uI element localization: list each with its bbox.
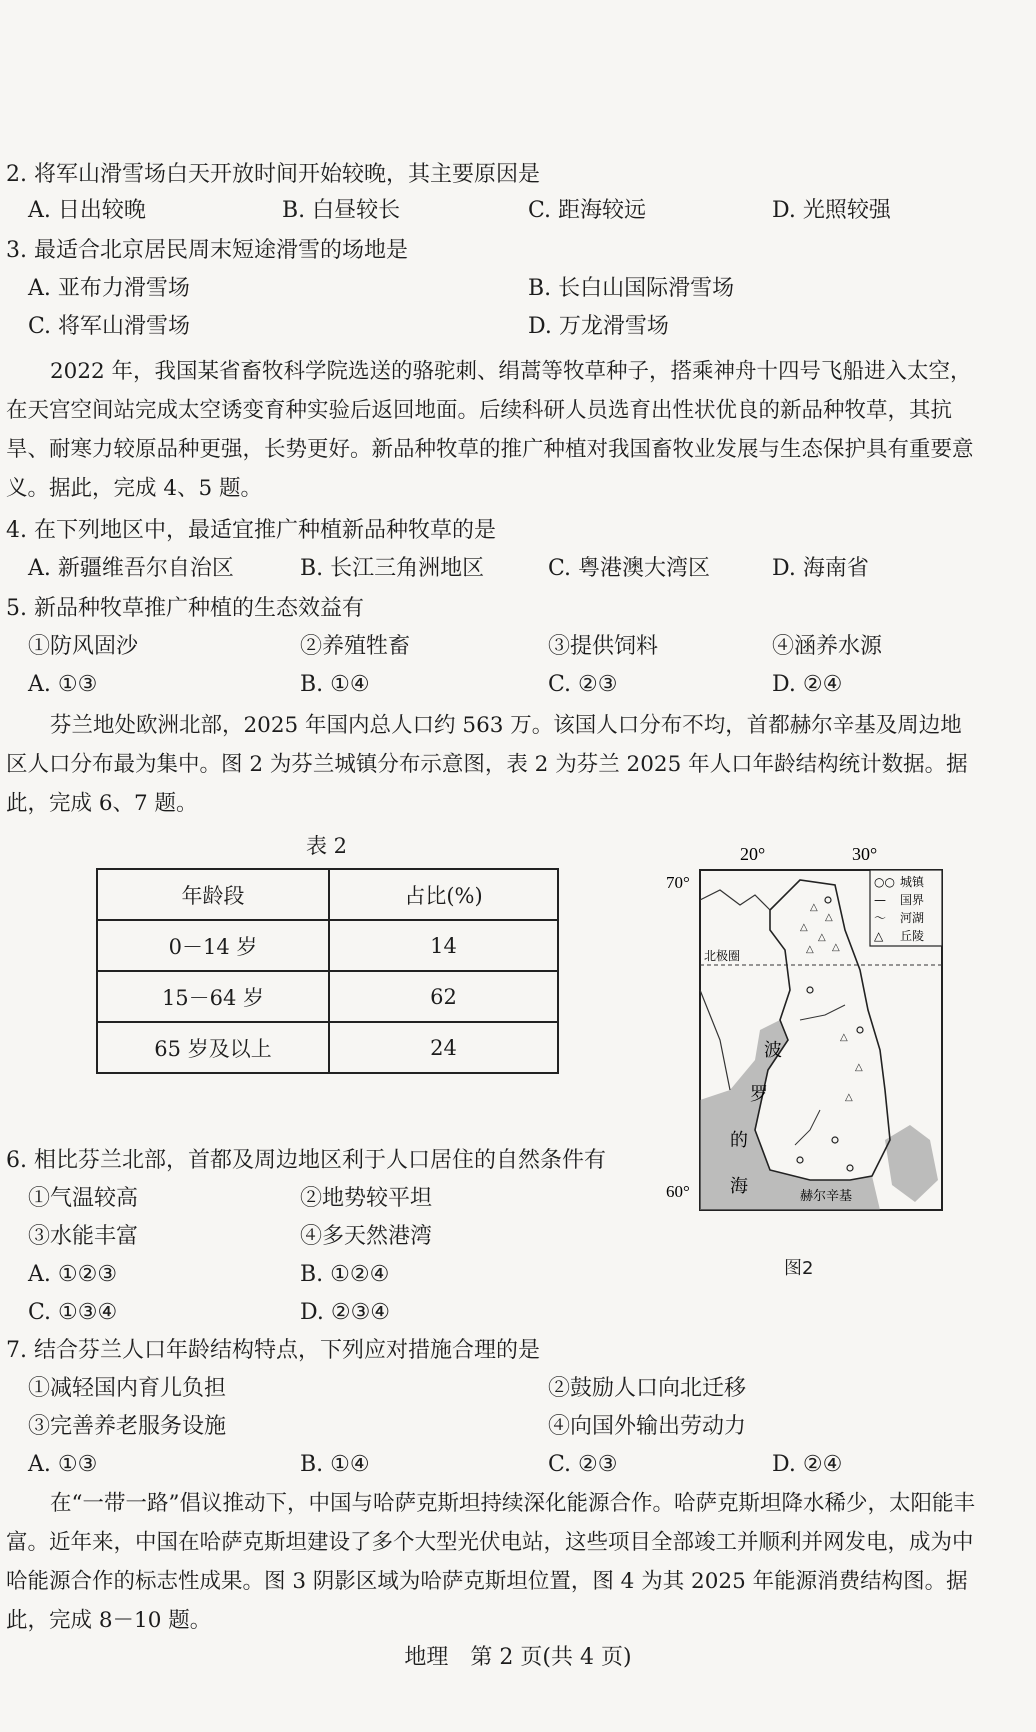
table-2-caption: 表 2 [306, 834, 348, 858]
table-header-age: 年龄段 [97, 869, 329, 920]
svg-text:△: △ [800, 922, 808, 933]
q6-option-b: B. ①②④ [300, 1262, 390, 1287]
question-5-stem: 5. 新品种牧草推广种植的生态效益有 [6, 596, 364, 621]
passage-4-5: 2022 年，我国某省畜牧科学院选送的骆驼刺、绢蒿等牧草种子，搭乘神舟十四号飞船进入太空，在天宫空间站完成太空诱变育种实验后返回地面。后续科研人员选育出性状优良的新品种牧草，其抗旱、耐寒力较原品种更强，长势更好。新品种牧草的推广种植对我国畜牧业发展与生态保护具有重要意义。据此，完成 4、5 题。 [6, 359, 974, 501]
sea-label-luo: 罗 [750, 1084, 768, 1105]
q6-option-c: C. ①③④ [28, 1300, 118, 1325]
q3-option-a: A. 亚布力滑雪场 [28, 276, 190, 301]
legend-hill-symbol: △ [874, 929, 884, 943]
share-cell: 24 [329, 1022, 558, 1073]
q6-option-d: D. ②③④ [300, 1300, 391, 1325]
sea-label-bo: 波 [764, 1040, 782, 1061]
legend-river: 河湖 [900, 911, 925, 925]
q5-option-c: C. ②③ [548, 672, 618, 697]
question-6-stem: 6. 相比芬兰北部，首都及周边地区利于人口居住的自然条件有 [6, 1148, 606, 1173]
question-7-stem: 7. 结合芬兰人口年龄结构特点，下列应对措施合理的是 [6, 1338, 540, 1363]
share-cell: 62 [329, 971, 558, 1022]
q4-option-c: C. 粤港澳大湾区 [548, 556, 711, 581]
lat-label-60: 60° [666, 1182, 690, 1201]
q2-option-d: D. 光照较强 [772, 198, 891, 223]
finland-map [660, 840, 960, 1260]
q6-item-1: ①气温较高 [28, 1186, 139, 1211]
q7-option-b: B. ①④ [300, 1452, 370, 1477]
q6-item-3: ③水能丰富 [28, 1224, 139, 1249]
page-footer: 地理 第 2 页(共 4 页) [404, 1645, 632, 1670]
lat-label-70: 70° [666, 873, 690, 892]
age-group-cell: 0－14 岁 [97, 920, 329, 971]
sea-label-de: 的 [730, 1130, 748, 1151]
table-header-share: 占比(%) [329, 869, 558, 920]
q6-item-2: ②地势较平坦 [300, 1186, 433, 1211]
q6-option-a: A. ①②③ [28, 1262, 118, 1287]
lon-label-20: 20° [740, 844, 766, 864]
passage-8-10: 在“一带一路”倡议推动下，中国与哈萨克斯坦持续深化能源合作。哈萨克斯坦降水稀少，太阳能丰富。近年来，中国在哈萨克斯坦建设了多个大型光伏电站，这些项目全部竣工并顺利并网发电，成为中哈能源合作的标志性成果。图 3 阴影区域为哈萨克斯坦位置，图 4 为其 2025 年能源消费结构图。据此，完成 8－10 题。 [6, 1491, 975, 1633]
svg-text:△: △ [855, 1062, 863, 1073]
table-row [97, 971, 558, 1022]
legend-river-symbol: ～ [874, 911, 887, 925]
q7-item-4: ④向国外输出劳动力 [548, 1414, 747, 1439]
passage-6-7: 芬兰地处欧洲北部，2025 年国内总人口约 563 万。该国人口分布不均，首都赫尔辛基及周边地区人口分布最为集中。图 2 为芬兰城镇分布示意图，表 2 为芬兰 2025 年人口年龄结构统计数据。据此，完成 6、7 题。 [6, 713, 968, 816]
q5-option-a: A. ①③ [28, 672, 98, 697]
q2-option-b: B. 白昼较长 [282, 198, 401, 223]
lon-label-30: 30° [852, 844, 878, 864]
legend-hill: 丘陵 [900, 929, 925, 943]
q4-option-a: A. 新疆维吾尔自治区 [28, 556, 234, 581]
q5-item-2: ②养殖牲畜 [300, 634, 411, 659]
svg-text:△: △ [832, 942, 840, 953]
q7-option-d: D. ②④ [772, 1452, 843, 1477]
q2-option-c: C. 距海较远 [528, 198, 647, 223]
legend-border: 国界 [900, 893, 925, 907]
question-3-stem: 3. 最适合北京居民周末短途滑雪的场地是 [6, 238, 408, 263]
age-structure-table [96, 868, 559, 1074]
q7-item-3: ③完善养老服务设施 [28, 1414, 227, 1439]
q3-option-c: C. 将军山滑雪场 [28, 314, 191, 339]
sea-label-hai: 海 [730, 1176, 748, 1197]
q3-option-d: D. 万龙滑雪场 [528, 314, 669, 339]
share-cell: 14 [329, 920, 558, 971]
table-row [97, 920, 558, 971]
legend-town: 城镇 [900, 875, 925, 889]
q7-item-2: ②鼓励人口向北迁移 [548, 1376, 747, 1401]
q5-option-d: D. ②④ [772, 672, 843, 697]
question-2-stem: 2. 将军山滑雪场白天开放时间开始较晚，其主要原因是 [6, 162, 540, 187]
svg-text:△: △ [818, 932, 826, 943]
svg-text:△: △ [840, 1032, 848, 1043]
age-group-cell: 15－64 岁 [97, 971, 329, 1022]
legend-border-symbol: — [874, 893, 886, 907]
q4-option-b: B. 长江三角洲地区 [300, 556, 485, 581]
arctic-circle-label: 北极圈 [704, 949, 741, 963]
q5-item-4: ④涵养水源 [772, 634, 883, 659]
question-4-stem: 4. 在下列地区中，最适宜推广种植新品种牧草的是 [6, 518, 496, 543]
svg-text:△: △ [806, 944, 814, 955]
q5-item-1: ①防风固沙 [28, 634, 139, 659]
legend-town-symbol: ○○ [874, 875, 895, 889]
q7-option-c: C. ②③ [548, 1452, 618, 1477]
table-row [97, 1022, 558, 1073]
q2-option-a: A. 日出较晚 [28, 198, 146, 223]
q3-option-b: B. 长白山国际滑雪场 [528, 276, 735, 301]
svg-text:△: △ [825, 912, 833, 923]
q4-option-d: D. 海南省 [772, 556, 869, 581]
q7-option-a: A. ①③ [28, 1452, 98, 1477]
q5-option-b: B. ①④ [300, 672, 370, 697]
q5-item-3: ③提供饲料 [548, 634, 659, 659]
age-group-cell: 65 岁及以上 [97, 1022, 329, 1073]
q7-item-1: ①减轻国内育儿负担 [28, 1376, 227, 1401]
table-header-row [97, 869, 558, 920]
helsinki-label: 赫尔辛基 [800, 1189, 853, 1204]
q6-item-4: ④多天然港湾 [300, 1224, 433, 1249]
figure-2-caption: 图2 [784, 1258, 814, 1279]
svg-text:△: △ [845, 1092, 853, 1103]
svg-text:△: △ [810, 902, 818, 913]
